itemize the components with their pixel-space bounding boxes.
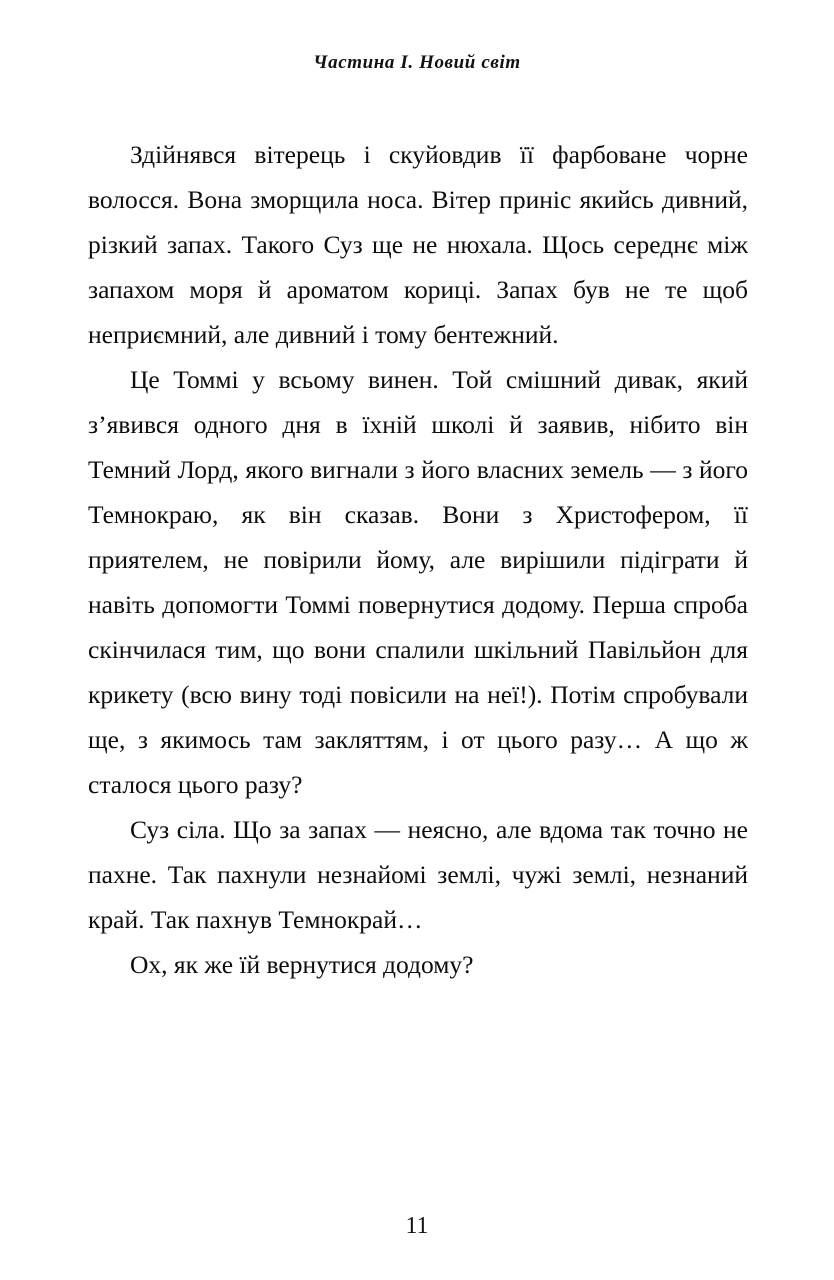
paragraph: Це Томмі у всьому винен. Той смішний дивак, який з’явився одного дня в їхній школі й заявив, нібито він Темний Лорд, якого вигнали з його власних земель — з його Темнокраю, як він сказав. Вони з Христофером, її приятелем, не повірили йому, але вирішили підіграти й навіть допомогти Томмі повернутися додому. Перша спроба скінчилася тим, що вони спалили шкільний Павільйон для крикету (всю вину тоді повісили на неї!). Потім спробували ще, з якимось там закляттям, і от цього разу… А що ж сталося цього разу?	[88, 365, 748, 799]
paragraph: Здійнявся вітерець і скуйовдив її фарбоване чорне волосся. Вона зморщила носа. Вітер приніс якийсь дивний, різкий запах. Такого Суз ще не нюхала. Щось середнє між запахом моря й ароматом кориці. Запах був не те щоб неприємний, але дивний і тому бентежний.	[88, 140, 748, 349]
page-number: 11	[405, 1213, 429, 1239]
page-body	[88, 132, 748, 987]
paragraph: Суз сіла. Що за запах — неясно, але вдома так точно не пахне. Так пахнули незнайомі землі, чужі землі, незнаний край. Так пахнув Темнокрай…	[88, 815, 748, 934]
running-head: Частина I. Новий світ	[313, 52, 521, 73]
paragraph: Ох, як же їй вернутися додому?	[130, 950, 474, 979]
